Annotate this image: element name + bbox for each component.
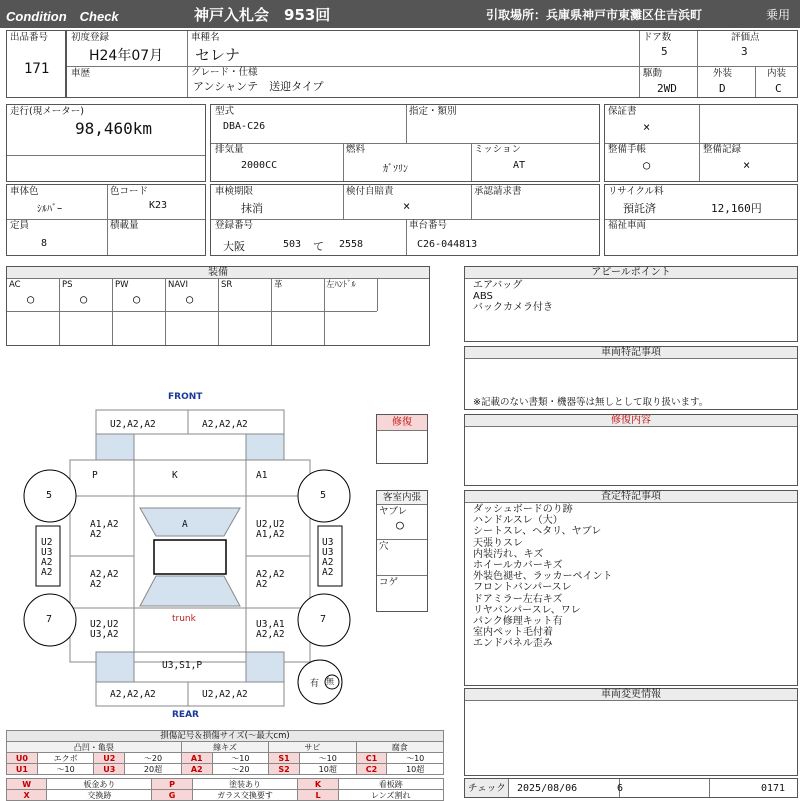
equip-ps-label: PS (62, 280, 73, 290)
legend-code: G (152, 790, 192, 801)
chassis-value: C26-044813 (417, 239, 478, 250)
quarter-left: U2,U2 U3,A2 (90, 619, 119, 640)
equipment-box (6, 266, 430, 346)
manual-value: ○ (643, 158, 651, 172)
tire-rear-left: 7 (46, 614, 53, 625)
hood-center: K (172, 470, 178, 481)
rear-bumper-left: A2,A2,A2 (110, 689, 156, 700)
mileage-label: 走行(現メーター) (10, 106, 84, 117)
legend-group: サビ (269, 742, 356, 753)
equip-sr-label: SR (221, 280, 233, 290)
door-rear-right: A2,A2 A2 (256, 569, 285, 590)
special-notes-box (464, 346, 798, 410)
hood-left: P (92, 470, 98, 481)
legend-desc: 〜10 (387, 753, 444, 764)
spec-box (210, 104, 600, 182)
recycle-amount: 12,160円 (711, 202, 762, 215)
interior-koge-label: コゲ (379, 577, 399, 588)
legend-group: 凸凹・亀裂 (7, 742, 182, 753)
legend-code: L (298, 790, 338, 801)
equip-pw-mark: ○ (133, 292, 141, 306)
tire-rear-right: 7 (320, 614, 327, 625)
legend-desc: 板金あり (47, 779, 152, 790)
color-box (6, 184, 206, 256)
transmission-value: AT (513, 160, 526, 171)
rear-label: REAR (172, 710, 199, 720)
history-label: 車歴 (71, 68, 91, 79)
legend-desc: 10超 (299, 764, 356, 775)
door-front-left: A1,A2 A2 (90, 519, 119, 540)
displacement-label: 排気量 (215, 144, 244, 155)
color-value: ｼﾙﾊﾞｰ (37, 204, 62, 215)
legend-code: A1 (181, 753, 212, 764)
front-label: FRONT (168, 392, 203, 402)
legend-desc: 塗装あり (192, 779, 298, 790)
equipment-title: 装備 (7, 267, 429, 279)
header-bar (0, 0, 800, 28)
plate-number: 2558 (339, 239, 364, 250)
equip-ac-label: AC (9, 280, 21, 290)
legend-desc: 看板跡 (338, 779, 443, 790)
interior-yabure-mark: ○ (396, 518, 404, 533)
color-label: 車体色 (10, 186, 39, 197)
inspection-label: 車検期限 (215, 186, 254, 197)
check-footer (464, 778, 798, 798)
transmission-label: ミッション (474, 144, 522, 155)
door-rear-left: A2,A2 A2 (90, 569, 119, 590)
inspection-value: 抹消 (241, 202, 263, 215)
equip-ac-mark: ○ (27, 292, 35, 306)
model-label: 型式 (215, 106, 235, 117)
lot-label: 出品番号 (10, 32, 49, 43)
vehicle-info-box (66, 30, 798, 98)
hood-right: A1 (256, 470, 268, 481)
assess-line: 室内ペット毛付着 (473, 627, 553, 639)
name-label: 車種名 (191, 32, 220, 43)
plate-kana: て (313, 240, 324, 253)
assess-line: 天張りスレ (473, 537, 523, 549)
repair-marker-box (376, 414, 428, 464)
assess-line: ダッシュボードのり跡 (473, 504, 573, 515)
doors-label: ドア数 (643, 32, 672, 43)
mileage-value: 98,460km (75, 119, 153, 138)
repair-content-title: 修復内容 (465, 415, 797, 427)
legend-group: 腐食 (356, 742, 443, 753)
assess-line: フロントバンパースレ (473, 582, 572, 594)
appeal-title: アピールポイント (465, 267, 797, 279)
legend-desc: 交換跡 (47, 790, 152, 801)
tire-front-left: 5 (46, 490, 53, 501)
legend-code: S2 (269, 764, 300, 775)
legend-code: S1 (269, 753, 300, 764)
front-bumper-left: U2,A2,A2 (110, 419, 156, 430)
roof: A (182, 519, 188, 530)
score-value: 3 (741, 45, 748, 58)
spare-tire-mark: 無 (326, 677, 334, 686)
spare-tire-label: 有 (310, 679, 320, 689)
tire-front-right: 5 (320, 490, 327, 501)
auction-title: 神戸入札会 953回 (194, 6, 331, 24)
car-diagram (14, 386, 374, 720)
int-value: C (775, 82, 782, 95)
quarter-right: U3,A1 A2,A2 (256, 619, 285, 640)
legend-code: K (298, 779, 338, 790)
legend-desc: ガラス交換要す (192, 790, 298, 801)
vehicle-name: セレナ (195, 46, 241, 64)
legend-group: 線キズ (181, 742, 268, 753)
drive-label: 駆動 (643, 68, 663, 79)
load-label: 積載量 (110, 220, 139, 231)
legend-code: A2 (181, 764, 212, 775)
damage-legend (6, 730, 444, 801)
legend-desc: レンズ割れ (338, 790, 443, 801)
record-label: 整備記録 (703, 144, 742, 155)
check-date: 2025/08/06 (517, 783, 578, 794)
special-note: ※記載のない書類・機器等は無しとして取り扱います。 (473, 397, 709, 408)
assess-line: リヤバンパースレ、ワレ (473, 604, 581, 616)
warranty-box (604, 104, 798, 182)
interior-title: 客室内張 (377, 491, 427, 505)
legend-desc: 〜10 (299, 753, 356, 764)
manual-label: 整備手帳 (608, 144, 647, 155)
legend-desc: 10超 (387, 764, 444, 775)
displacement-value: 2000CC (241, 160, 278, 171)
legend-code: X (7, 790, 47, 801)
door-front-right: U2,U2 A1,A2 (256, 519, 285, 540)
legend-code: U1 (7, 764, 38, 775)
fuel-value: ｶﾞｿﾘﾝ (383, 164, 408, 175)
fuel-label: 燃料 (346, 144, 366, 155)
check-number: 6 (617, 783, 624, 794)
assess-line: ドアミラー左右キズ (473, 593, 563, 605)
equip-navi-mark: ○ (186, 292, 194, 306)
assessment-box (464, 490, 798, 686)
ext-label: 外装 (713, 68, 733, 79)
grade-value: アンシャンテ 送迎タイプ (193, 80, 324, 93)
equip-leather-label: 革 (274, 280, 283, 290)
legend-code: U0 (7, 753, 38, 764)
appeal-box (464, 266, 798, 342)
legend-title: 損傷記号＆損傷サイズ(〜最大cm) (6, 730, 444, 741)
pickup-location: 引取場所：兵庫県神戸市東灘区住吉浜町 (486, 8, 703, 22)
recycle-status: 預託済 (623, 202, 656, 215)
designation-label: 指定・類別 (409, 106, 457, 117)
assess-line: ハンドルスレ（大） (473, 515, 563, 527)
warranty-value: × (643, 120, 651, 134)
doors-value: 5 (661, 45, 668, 58)
capacity-label: 定員 (10, 220, 30, 231)
int-label: 内装 (767, 68, 787, 79)
assess-line: パンク修理キット有 (473, 616, 563, 628)
recycle-box (604, 184, 798, 256)
assess-line: 外装色褪せ、ラッカーペイント (473, 571, 613, 583)
equip-pw-label: PW (115, 280, 129, 290)
ext-value: D (719, 82, 726, 95)
lot-box (6, 30, 66, 98)
lot-number: 171 (24, 61, 50, 77)
rear-bumper-right: U2,A2,A2 (202, 689, 248, 700)
repair-marker-title: 修復 (377, 415, 427, 431)
assessment-title: 査定特記事項 (465, 491, 797, 503)
special-notes-title: 車両特記事項 (465, 347, 797, 359)
appeal-line: ABS (473, 291, 493, 303)
approval-label: 承認請求書 (474, 186, 522, 197)
change-info-box (464, 688, 798, 776)
trunk-label: trunk (172, 614, 196, 624)
plate-area: 大阪 (223, 240, 245, 253)
drive-value: 2WD (657, 82, 677, 95)
plate-label: 登録番号 (215, 220, 254, 231)
plate-class: 503 (283, 239, 302, 250)
inspection-box (210, 184, 600, 256)
interior-yabure-label: ヤブレ (379, 506, 408, 517)
legend-desc: 〜20 (125, 753, 182, 764)
legend-code: C1 (356, 753, 387, 764)
chassis-label: 車台番号 (409, 220, 448, 231)
grade-label: グレード・仕様 (191, 67, 258, 78)
legend-desc: 〜10 (212, 753, 269, 764)
insurance-label: 検付自賠責 (346, 186, 394, 197)
repair-content-box (464, 414, 798, 486)
assess-line: 内装汚れ、キズ (473, 548, 544, 560)
capacity-value: 8 (41, 238, 48, 249)
appeal-line: エアバッグ (473, 280, 523, 291)
side-left: U2 U3 A2 A2 (41, 537, 53, 578)
color-code-label: 色コード (110, 186, 149, 197)
legend-desc: エクボ (37, 753, 94, 764)
assess-line: シートスレ、ヘタリ、ヤブレ (473, 526, 602, 538)
equip-navi-label: NAVI (168, 280, 188, 290)
assess-line: ホイールカバーキズ (473, 560, 563, 572)
model-value: DBA-C26 (223, 121, 266, 132)
legend-desc: 20超 (125, 764, 182, 775)
first-registration: H24年07月 (89, 48, 164, 64)
assess-line: エンドパネル歪み (473, 638, 553, 650)
color-code-value: K23 (149, 200, 168, 211)
legend-code: P (152, 779, 192, 790)
brand-title: Condition Check (6, 9, 119, 24)
welfare-label: 福祉車両 (608, 220, 647, 231)
score-label: 評価点 (731, 32, 760, 43)
tail-panel: U3,S1,P (162, 660, 203, 671)
side-right: U3 U3 A2 A2 (322, 537, 334, 578)
change-info-title: 車両変更情報 (465, 689, 797, 701)
legend-code: U3 (94, 764, 125, 775)
warranty-label: 保証書 (608, 106, 637, 117)
legend-desc: 〜10 (37, 764, 94, 775)
category-label: 乗用 (766, 8, 791, 22)
appeal-line: バックカメラ付き (473, 302, 553, 314)
insurance-value: × (403, 199, 411, 213)
equip-lhd-label: 左ﾊﾝﾄﾞﾙ (326, 280, 356, 290)
check-code: 0171 (761, 783, 786, 794)
reg-label: 初度登録 (71, 32, 110, 43)
front-bumper-right: A2,A2,A2 (202, 419, 248, 430)
record-value: × (743, 158, 751, 172)
interior-ana-label: 穴 (379, 541, 389, 552)
legend-code: W (7, 779, 47, 790)
equip-ps-mark: ○ (80, 292, 88, 306)
interior-box (376, 490, 428, 612)
recycle-label: リサイクル料 (608, 186, 664, 197)
legend-code: U2 (94, 753, 125, 764)
mileage-box (6, 104, 206, 182)
legend-code: C2 (356, 764, 387, 775)
check-label: チェック (468, 783, 506, 794)
legend-desc: 〜20 (212, 764, 269, 775)
